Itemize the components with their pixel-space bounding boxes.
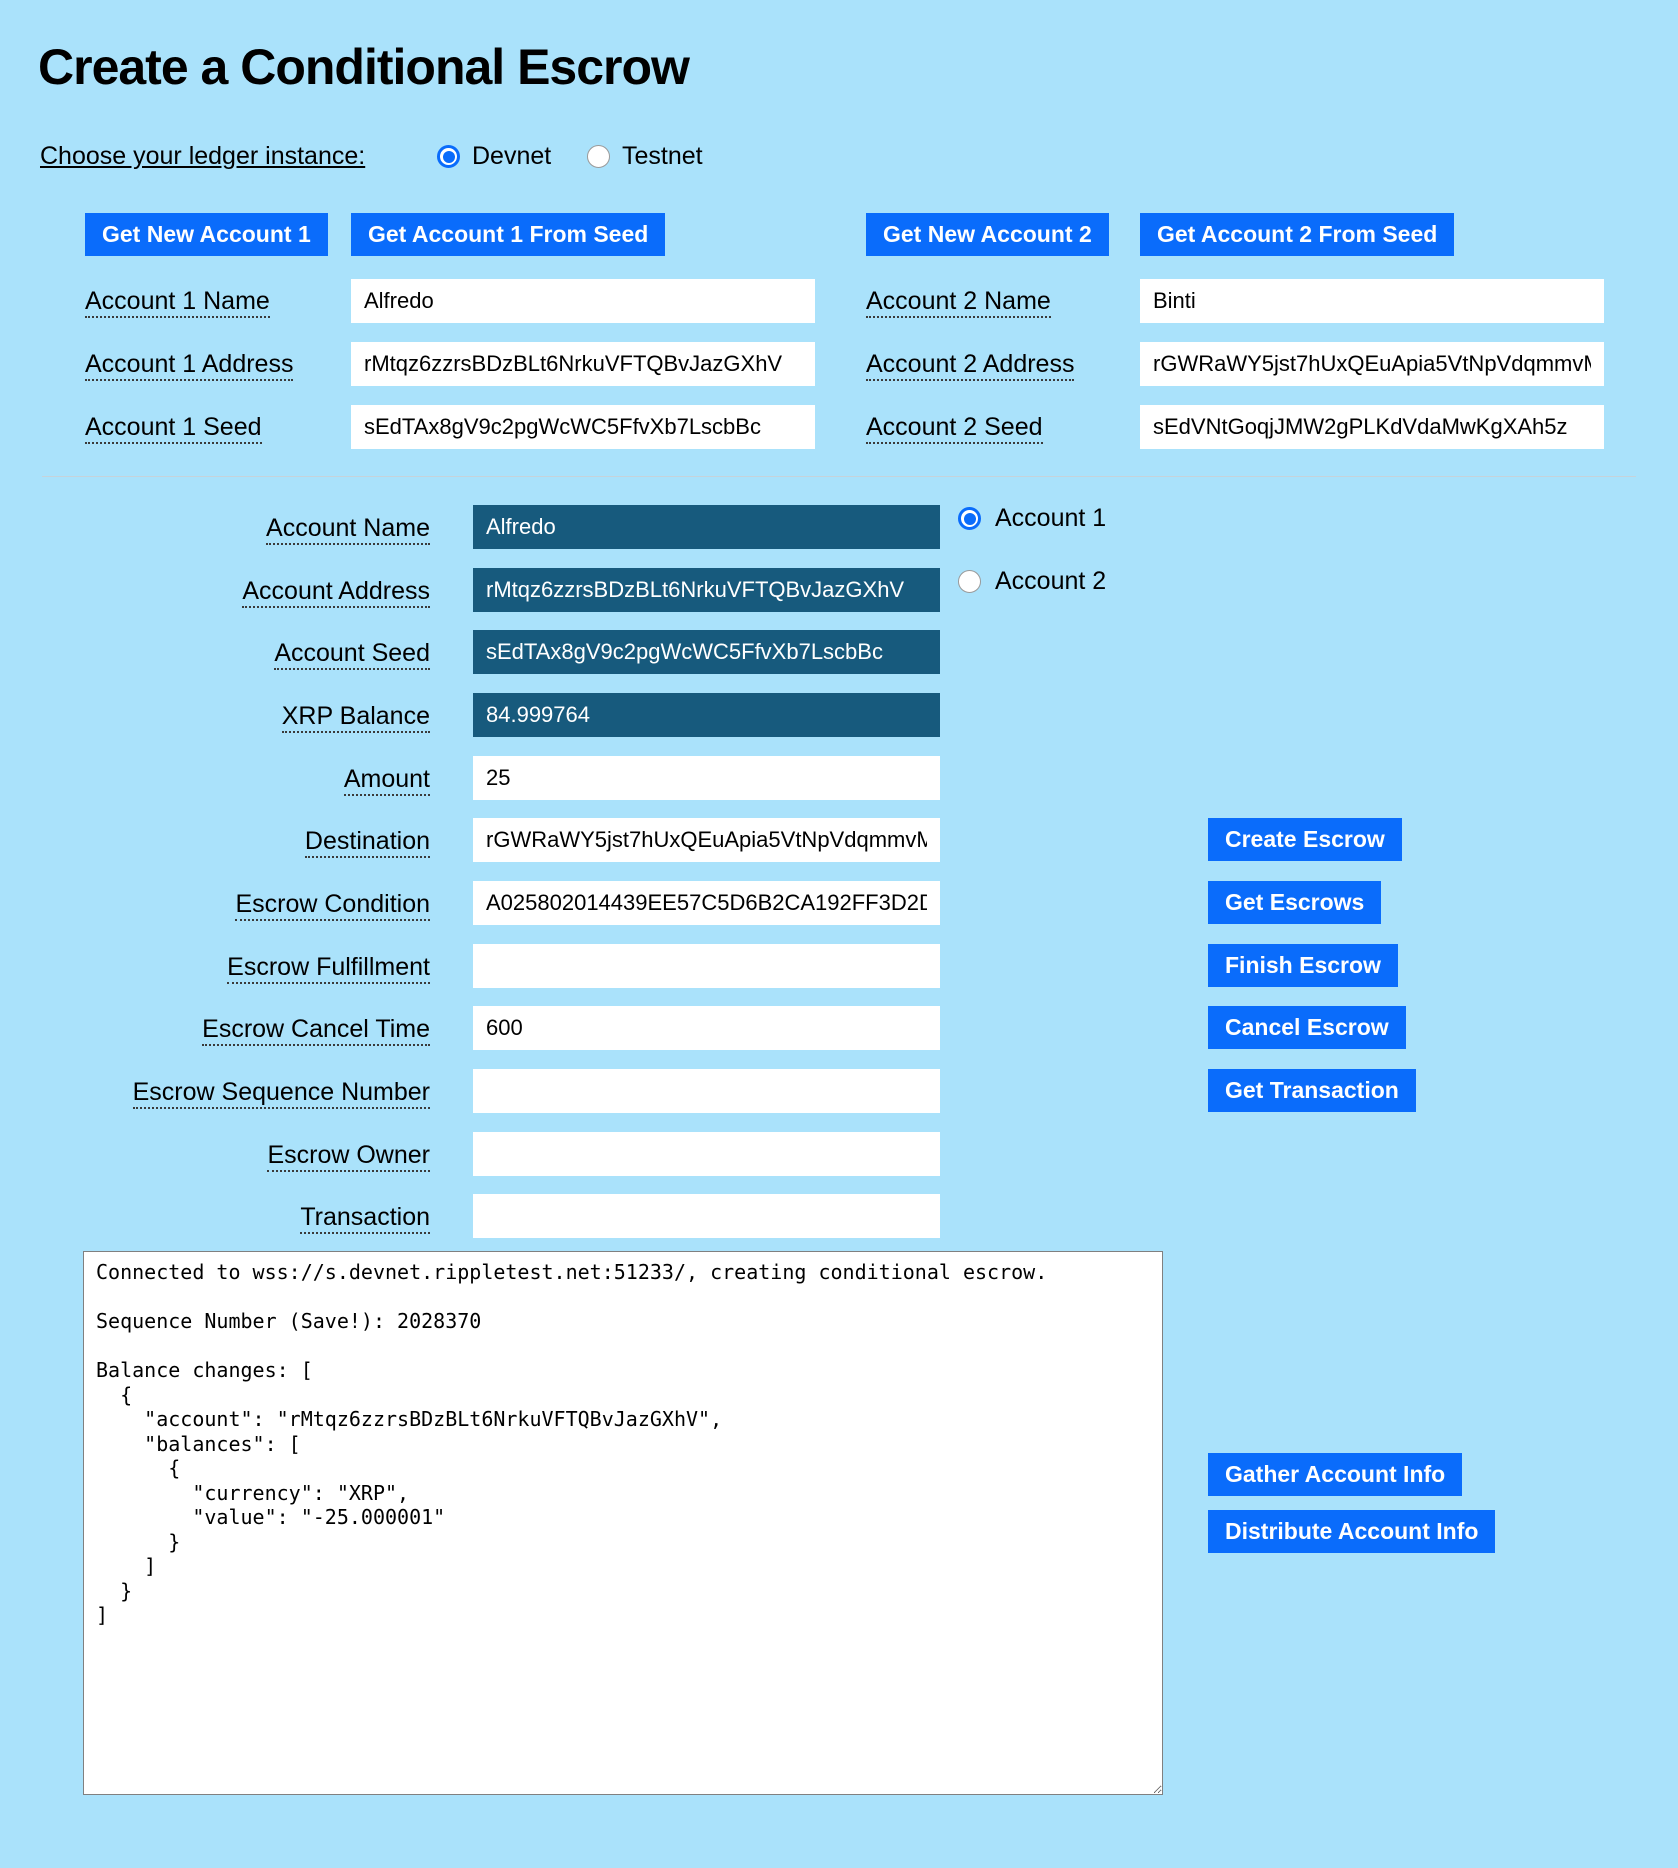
account-name-field[interactable] (473, 505, 940, 549)
account-address-label: Account Address (242, 577, 430, 608)
finish-escrow-button[interactable]: Finish Escrow (1208, 944, 1398, 987)
account-2-name-input[interactable] (1140, 279, 1604, 323)
escrow-owner-label: Escrow Owner (267, 1141, 430, 1172)
devnet-label: Devnet (472, 142, 552, 170)
destination-input[interactable] (473, 818, 940, 862)
amount-input[interactable] (473, 756, 940, 800)
section-divider (42, 476, 1636, 477)
account-1-address-label: Account 1 Address (85, 350, 293, 381)
distribute-account-info-button[interactable]: Distribute Account Info (1208, 1510, 1495, 1553)
xrp-balance-field[interactable] (473, 693, 940, 737)
account-1-seed-input[interactable] (351, 405, 815, 449)
escrow-cancel-time-input[interactable] (473, 1006, 940, 1050)
results-console-textarea[interactable] (83, 1251, 1163, 1795)
get-transaction-button[interactable]: Get Transaction (1208, 1069, 1416, 1112)
account-1-name-label: Account 1 Name (85, 287, 270, 318)
cancel-escrow-button[interactable]: Cancel Escrow (1208, 1006, 1406, 1049)
account-1-name-input[interactable] (351, 279, 815, 323)
escrow-sequence-number-label: Escrow Sequence Number (133, 1078, 430, 1109)
account-2-address-label: Account 2 Address (866, 350, 1074, 381)
xrp-balance-label: XRP Balance (282, 702, 430, 733)
escrow-cancel-time-label: Escrow Cancel Time (202, 1015, 430, 1046)
get-account-2-from-seed-button[interactable]: Get Account 2 From Seed (1140, 213, 1454, 256)
account-1-radio[interactable] (958, 507, 981, 530)
account-name-label: Account Name (266, 514, 430, 545)
account-2-radio[interactable] (958, 570, 981, 593)
amount-label: Amount (344, 765, 430, 796)
get-escrows-button[interactable]: Get Escrows (1208, 881, 1381, 924)
account-2-seed-label: Account 2 Seed (866, 413, 1043, 444)
escrow-sequence-number-input[interactable] (473, 1069, 940, 1113)
account-1-seed-label: Account 1 Seed (85, 413, 262, 444)
escrow-condition-input[interactable] (473, 881, 940, 925)
account-2-radio-label: Account 2 (995, 567, 1107, 595)
create-escrow-button[interactable]: Create Escrow (1208, 818, 1402, 861)
account-2-seed-input[interactable] (1140, 405, 1604, 449)
account-1-address-input[interactable] (351, 342, 815, 386)
account-seed-label: Account Seed (274, 639, 430, 670)
get-new-account-2-button[interactable]: Get New Account 2 (866, 213, 1109, 256)
account-2-name-label: Account 2 Name (866, 287, 1051, 318)
escrow-fulfillment-label: Escrow Fulfillment (227, 953, 430, 984)
account-2-address-input[interactable] (1140, 342, 1604, 386)
testnet-radio[interactable] (587, 145, 610, 168)
get-account-1-from-seed-button[interactable]: Get Account 1 From Seed (351, 213, 665, 256)
account-1-radio-label: Account 1 (995, 504, 1107, 532)
gather-account-info-button[interactable]: Gather Account Info (1208, 1453, 1462, 1496)
testnet-label: Testnet (622, 142, 703, 170)
destination-label: Destination (305, 827, 430, 858)
escrow-fulfillment-input[interactable] (473, 944, 940, 988)
ledger-instance-label: Choose your ledger instance: (40, 142, 366, 170)
transaction-label: Transaction (300, 1203, 430, 1234)
transaction-input[interactable] (473, 1194, 940, 1238)
escrow-condition-label: Escrow Condition (235, 890, 430, 921)
get-new-account-1-button[interactable]: Get New Account 1 (85, 213, 328, 256)
escrow-owner-input[interactable] (473, 1132, 940, 1176)
devnet-radio[interactable] (437, 145, 460, 168)
page-title: Create a Conditional Escrow (38, 39, 689, 95)
account-seed-field[interactable] (473, 630, 940, 674)
account-address-field[interactable] (473, 568, 940, 612)
